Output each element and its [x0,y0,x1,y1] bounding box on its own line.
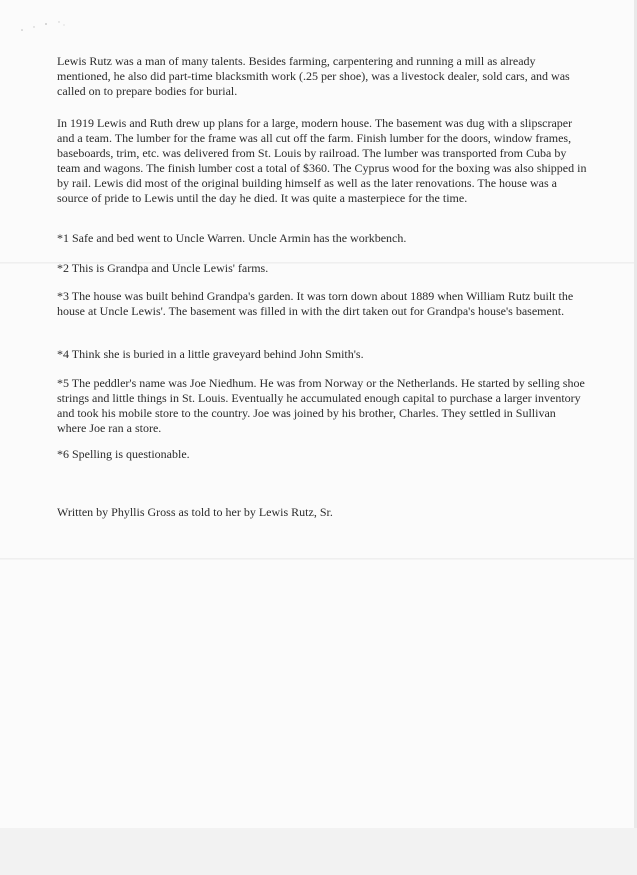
footnote-6: *6 Spelling is questionable. [57,447,190,461]
fold-line [0,558,637,560]
paragraph-house: In 1919 Lewis and Ruth drew up plans for a large, modern house. The basement was dug with a slipscraper and a team. The lumber for the frame was all cut off the farm. Finish lumber for the doors, window frames, baseboards, trim, etc. was delivered from St. Louis by railroad. The lumber was transported from Cuba by team and wagons. The finish lumber cost a total of $360. The Cyprus wood for the boxing was also shipped in by rail. Lewis did most of the original building himself as well as the later renovations. The house was a source of pride to Lewis until the day he died. It was quite a masterpiece for the time. [57,116,587,205]
author-signature-line: Written by Phyllis Gross as told to her by Lewis Rutz, Sr. [57,505,333,519]
footnote-3: *3 The house was built behind Grandpa's garden. It was torn down about 1889 when William Rutz built the house at Uncle Lewis'. The basement was filled in with the dirt taken out for Grandpa's house's basement. [57,289,574,318]
footnote-4: *4 Think she is buried in a little graveyard behind John Smith's. [57,347,364,361]
footnote-5: *5 The peddler's name was Joe Niedhum. He was from Norway or the Netherlands. He started by selling shoe strings and little things in St. Louis. Eventually he accumulated enough capital to purchase a larger inventory and took his mobile store to the country. Joe was joined by his brother, Charles. They settled in Sullivan where Joe ran a store. [57,376,585,435]
page-bottom-edge [0,828,637,875]
footnote-1: *1 Safe and bed went to Uncle Warren. Uncle Armin has the workbench. [57,231,407,245]
footnote-2: *2 This is Grandpa and Uncle Lewis' farms. [57,261,269,275]
paragraph-talents: Lewis Rutz was a man of many talents. Besides farming, carpentering and running a mill as already mentioned, he also did part-time blacksmith work (.25 per shoe), was a livestock dealer, sold cars, and was called on to prepare bodies for burial. [57,54,570,98]
scan-specks [18,18,78,38]
